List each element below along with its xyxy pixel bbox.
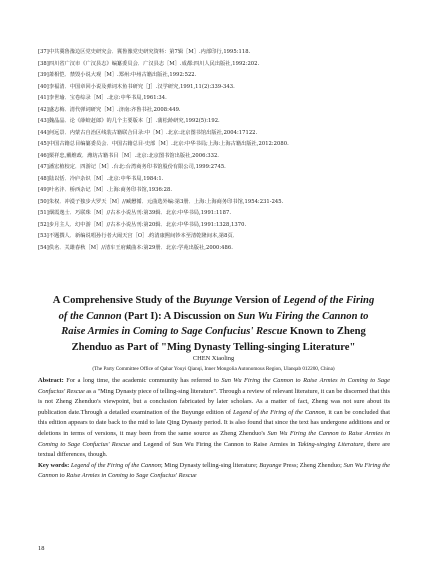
page-number: 18 bbox=[38, 545, 45, 552]
reference-item: [46]栗祥忠,戴维政．潍坊古籍书目［M］.北京:北京图书馆出版社,2006:332. bbox=[38, 152, 219, 159]
reference-item: [42]盛志梅．清代弹词研究［M］.济南:齐鲁书社,2008:449. bbox=[38, 106, 181, 113]
title-segment: Known to Zheng Zhenduo as Part of "Ming Dynasty Telling-singing Literature" bbox=[71, 326, 366, 353]
reference-item: [44]何远景．内蒙古自治区线装古籍联合目录:中［M］.北京:北京图书馆出版社,2004:17122. bbox=[38, 129, 258, 136]
keywords-segment: Buyunge bbox=[259, 461, 282, 469]
reference-item: [45]中国古籍总目编纂委员会．中国古籍总目·史部［M］.北京:中华书局;上海:上海古籍出版社,2012:2080. bbox=[38, 141, 289, 147]
reference-item: [52]步月主人．幻中游［M］//古本小说丛刊:第20辑．北京:中华书局,1991:1328,1370. bbox=[38, 221, 247, 228]
abstract-text bbox=[38, 377, 390, 458]
keywords-text bbox=[38, 462, 390, 480]
keywords-segment: ; Ming Dynasty telling-sing literature; bbox=[160, 461, 260, 469]
abstract-segment: For a long time, the academic community has referred to bbox=[63, 377, 222, 384]
reference-item: [37]中共冀鲁豫边区党史研究会．冀鲁豫党史研究资料：第7辑［M］.内部印行,1995:118. bbox=[38, 49, 251, 55]
title-segment: Version of bbox=[232, 295, 284, 306]
abstract-block bbox=[38, 376, 390, 482]
reference-item: [54]佚名．关雄春秋［M］//清车王府藏曲本:第29册．北京:学苑出版社,2000:486. bbox=[38, 244, 233, 251]
abstract-segment: Taking-singing Literature bbox=[297, 440, 364, 448]
keywords-segment: Sun Wu Firing the Cannon to Raise Armies in Coming to Sage Confucius' Rescue bbox=[38, 461, 390, 480]
abstract-segment: as a "Ming Dynasty piece of telling-sing literature". Through a review of relevant literature, it can be discerned that this is not Zheng Zhenduo's viewpoint, but a conclusion fabricated by later scholars. As a matter of fact, Zheng was not sure about its publication date.Through a detailed examination of the Buyunge edition of bbox=[38, 387, 390, 416]
reference-item: [50]朱权．冲漠子独步大罗天［M］//臧懋循．元曲选外编:第3册．上海:上海商务印书馆,1954:231-245. bbox=[38, 198, 284, 205]
title-segment: Legend of the Firing of the Cannon bbox=[58, 295, 375, 322]
abstract-label: Abstract: bbox=[38, 377, 64, 384]
reference-item: [41]李世瑜．宝卷综录［M］.北京:中华书局,1961:34. bbox=[38, 95, 167, 101]
reference-item: [49]叶名沣．桥西杂记［M］.上海:商务印书馆,1936:28. bbox=[38, 187, 173, 193]
title-segment: Sun Wu Firing the Cannon to Raise Armies in Coming to Sage Confucius' Rescue bbox=[61, 310, 369, 338]
abstract-segment: , there are textual differences, though. bbox=[38, 440, 391, 459]
keywords-segment: Legend of the Firing of the Cannon bbox=[70, 461, 161, 469]
abstract-segment: Sun Wu Firing the Cannon to Raise Armies in Coming to Sage Confucius' Rescue bbox=[38, 429, 390, 448]
abstract-segment: and Legend of Sun Wu Firing the Cannon to Raise Armies in bbox=[129, 440, 298, 448]
reference-item: [47]潘宏植校定．四游记［M］.台北:台湾商务印书馆股份有限公司,1999:2745. bbox=[38, 164, 226, 170]
keywords-label: Key words: bbox=[38, 461, 70, 469]
reference-item: [40]李福清．中国章回小说及弹词木鱼书研究［J］.汉学研究,1991,11(2):339-343. bbox=[38, 83, 235, 90]
reference-list bbox=[38, 47, 398, 254]
reference-item: [53]不题撰人．新编说唱孙行者大闹天宫［O］.约清康熙间钞本至清乾隆间本,第8页． bbox=[38, 233, 238, 239]
keywords-segment: Press; Zheng Zhenduo; bbox=[281, 461, 344, 469]
title-segment: Buyunge bbox=[192, 295, 233, 306]
reference-item: [43]魏晶晶．论《薛蛟赶郎》的几个主要版本［J］.蒲松龄研究,1992(5):192. bbox=[38, 118, 220, 124]
author-affiliation: (The Party Committee Office of Qahar Youyi Qianqi, Inner Mongolia Autonomous Region, Ulanqab 012200, China) bbox=[92, 366, 335, 372]
reference-item: [51]烟霞逸士．巧联珠［M］//古本小说丛刊:第39辑．北京:中华书局,1991:1187. bbox=[38, 210, 232, 216]
title-segment: (Part I): A Discussion on bbox=[121, 310, 238, 322]
abstract-segment: Sun Wu Firing the Cannon to Raise Armies in Coming to Sage Confucius' Rescue bbox=[38, 377, 390, 395]
title-segment: A Comprehensive Study of the bbox=[52, 295, 193, 306]
reference-item: [39]萧相恺．禁毁小说大观［M］.郑州:中州古籍出版社,1992:522. bbox=[38, 72, 197, 78]
author-name: CHEN Xiaoling bbox=[192, 355, 235, 362]
article-title bbox=[48, 293, 379, 355]
abstract-segment: , it can be concluded that this edition appears to date back to the mid to late Qing Dynasty period. It is also found that since the text has undergone additions and or deletions in terms of versions, it may been from the same source as Zheng Zhenduo's bbox=[38, 408, 390, 437]
abstract-segment: Legend of the Firing of the Cannon bbox=[232, 408, 325, 416]
reference-item: [38]四川省广汉市《广汉县志》编纂委员会．广汉县志［M］.成都:四川人民出版社,1992:202. bbox=[38, 60, 260, 67]
reference-item: [48]陆以恬．冷庐杂识［M］.北京:中华书局,1984:1. bbox=[38, 175, 164, 182]
